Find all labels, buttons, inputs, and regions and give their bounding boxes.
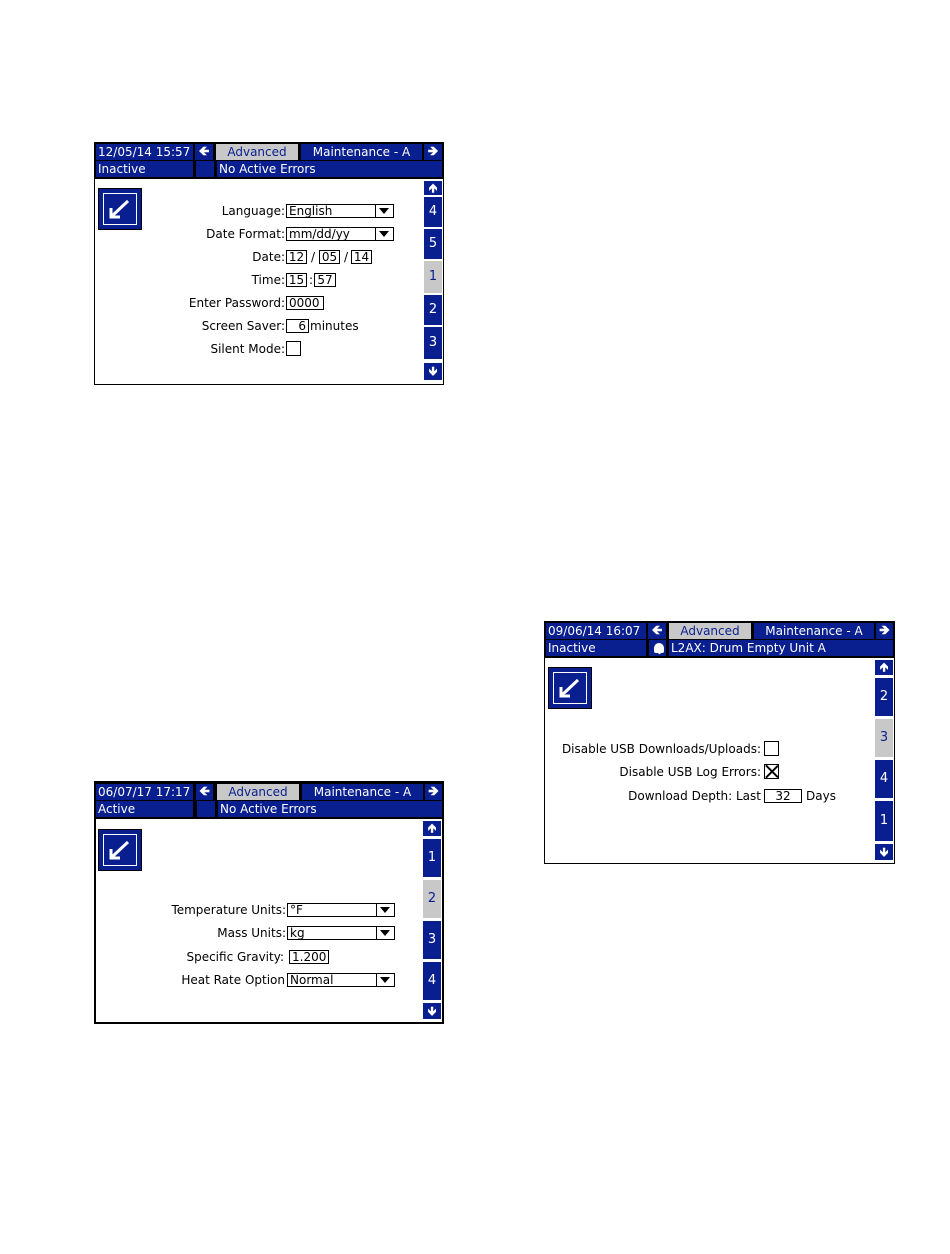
date-format-select[interactable]: [286, 227, 394, 241]
password-row: [95, 294, 285, 312]
screen-saver-value: 6: [298, 319, 306, 333]
sidebar-page-4[interactable]: 4: [875, 760, 893, 798]
date-separator: /: [344, 250, 349, 264]
usb-disable-checkbox[interactable]: [764, 741, 779, 756]
header-bar: [96, 783, 442, 801]
time-row: [95, 271, 285, 289]
tab-maintenance[interactable]: Maintenance - A: [302, 784, 423, 800]
setup-wrench-icon: [548, 667, 592, 709]
download-depth-label: Download Depth: Last: [628, 789, 761, 803]
advanced-screen-3: [544, 621, 895, 864]
tab-advanced[interactable]: Advanced: [669, 623, 751, 639]
temp-units-row: [96, 901, 286, 919]
language-label: Language:: [221, 204, 285, 218]
page-sidebar: [423, 180, 443, 384]
mass-units-label: Mass Units:: [217, 926, 286, 940]
error-message: No Active Errors: [217, 161, 442, 177]
status-bar: [545, 640, 894, 658]
time-label: Time:: [251, 273, 285, 287]
date-month-field[interactable]: 12: [286, 250, 307, 264]
mass-units-row: [96, 924, 286, 942]
temp-units-value: °F: [290, 903, 303, 917]
date-format-label: Date Format:: [206, 227, 285, 241]
chevron-down-icon[interactable]: [375, 205, 393, 217]
error-message: L2AX: Drum Empty Unit A: [669, 640, 893, 656]
date-label: Date:: [252, 250, 285, 264]
usb-disable-row: [545, 740, 761, 758]
password-label: Enter Password:: [188, 296, 285, 310]
sidebar-page-4[interactable]: 4: [423, 962, 441, 1000]
screen-saver-field[interactable]: [286, 319, 309, 333]
status-text: Inactive: [96, 161, 193, 177]
next-screen-button[interactable]: 🡺: [424, 144, 442, 160]
language-value: English: [289, 204, 333, 218]
heat-rate-select[interactable]: [287, 973, 395, 987]
sidebar-page-2-current[interactable]: 2: [423, 880, 441, 918]
status-text: Active: [96, 801, 193, 817]
scroll-down-icon[interactable]: 🡻: [423, 1003, 441, 1019]
screen-saver-row: [95, 317, 285, 335]
datetime-display: 09/06/14 16:07: [546, 623, 646, 639]
time-separator: :: [309, 273, 314, 287]
date-row: [95, 248, 285, 266]
tab-advanced[interactable]: Advanced: [216, 144, 298, 160]
language-row: [95, 202, 285, 220]
scroll-up-icon[interactable]: 🡹: [424, 181, 442, 195]
sidebar-page-1[interactable]: 1: [423, 839, 441, 877]
specific-gravity-label: Specific Gravity:: [186, 950, 284, 964]
usb-log-errors-label: Disable USB Log Errors:: [619, 765, 761, 779]
heat-rate-value: Normal: [290, 973, 334, 987]
silent-mode-row: [95, 340, 285, 358]
sidebar-page-1-current[interactable]: 1: [424, 261, 442, 293]
header-bar: [95, 143, 443, 161]
datetime-display: 12/05/14 15:57: [96, 144, 193, 160]
page-sidebar: [874, 659, 894, 863]
specific-gravity-field[interactable]: 1.200: [289, 950, 329, 964]
silent-mode-label: Silent Mode:: [210, 342, 285, 356]
heat-rate-label: Heat Rate Option: [181, 973, 285, 987]
download-depth-field[interactable]: 32: [764, 789, 802, 803]
alert-slot: [649, 640, 666, 656]
bell-alert-icon: [654, 643, 664, 653]
download-depth-unit: Days: [806, 789, 836, 803]
date-format-row: [95, 225, 285, 243]
date-day-field[interactable]: 05: [319, 250, 340, 264]
language-select[interactable]: [286, 204, 394, 218]
sidebar-page-1[interactable]: 1: [875, 801, 893, 841]
mass-units-select[interactable]: [287, 926, 395, 940]
scroll-down-icon[interactable]: 🡻: [424, 363, 442, 380]
date-format-value: mm/dd/yy: [289, 227, 350, 241]
setup-wrench-icon: [98, 829, 142, 871]
scroll-up-icon[interactable]: 🡹: [423, 821, 441, 836]
advanced-screen-1: [94, 142, 444, 385]
alert-slot: [196, 161, 214, 177]
scroll-up-icon[interactable]: 🡹: [875, 660, 893, 675]
chevron-down-icon[interactable]: [376, 927, 394, 939]
tab-maintenance[interactable]: Maintenance - A: [301, 144, 422, 160]
screen-saver-unit: minutes: [310, 319, 359, 333]
date-year-field[interactable]: 14: [351, 250, 372, 264]
datetime-display: 06/07/17 17:17: [96, 784, 193, 800]
prev-screen-button[interactable]: 🡸: [195, 144, 213, 160]
temp-units-select[interactable]: [287, 903, 395, 917]
scroll-down-icon[interactable]: 🡻: [875, 844, 893, 860]
sidebar-page-3-current[interactable]: 3: [875, 719, 893, 757]
sidebar-page-5[interactable]: 5: [424, 229, 442, 259]
alert-slot: [197, 801, 215, 817]
silent-mode-checkbox[interactable]: [286, 341, 301, 356]
tab-maintenance[interactable]: Maintenance - A: [754, 623, 874, 639]
chevron-down-icon[interactable]: [376, 974, 394, 986]
sidebar-page-3[interactable]: 3: [424, 327, 442, 359]
time-hour-field[interactable]: 15: [286, 273, 307, 287]
next-screen-button[interactable]: 🡺: [425, 784, 442, 800]
prev-screen-button[interactable]: 🡸: [196, 784, 213, 800]
password-field[interactable]: 0000: [286, 296, 324, 310]
usb-disable-label: Disable USB Downloads/Uploads:: [561, 742, 761, 756]
date-separator: /: [311, 250, 316, 264]
usb-log-errors-row: [545, 763, 761, 781]
screen-content: [545, 659, 873, 863]
advanced-screen-2: [94, 781, 444, 1024]
status-bar: [96, 801, 442, 819]
specific-gravity-row: [96, 948, 284, 966]
heat-rate-row: [96, 971, 285, 989]
temp-units-label: Temperature Units:: [171, 903, 286, 917]
header-bar: [545, 622, 894, 640]
chevron-down-icon[interactable]: [375, 228, 393, 240]
prev-screen-button[interactable]: 🡸: [648, 623, 666, 639]
screen-saver-label: Screen Saver:: [201, 319, 285, 333]
screen-content: [95, 180, 422, 384]
error-message: No Active Errors: [218, 801, 442, 817]
sidebar-page-3[interactable]: 3: [423, 921, 441, 959]
usb-log-errors-checkbox[interactable]: [764, 764, 779, 779]
next-screen-button[interactable]: 🡺: [876, 623, 893, 639]
mass-units-value: kg: [290, 926, 305, 940]
chevron-down-icon[interactable]: [376, 904, 394, 916]
screen-content: [96, 820, 421, 1022]
sidebar-page-4[interactable]: 4: [424, 197, 442, 227]
sidebar-page-2[interactable]: 2: [875, 678, 893, 716]
status-bar: [95, 161, 443, 179]
sidebar-page-2[interactable]: 2: [424, 295, 442, 325]
tab-advanced[interactable]: Advanced: [217, 784, 299, 800]
download-depth-row: [545, 787, 761, 805]
status-text: Inactive: [546, 640, 646, 656]
time-minute-field[interactable]: 57: [314, 273, 336, 287]
page-sidebar: [422, 820, 442, 1022]
